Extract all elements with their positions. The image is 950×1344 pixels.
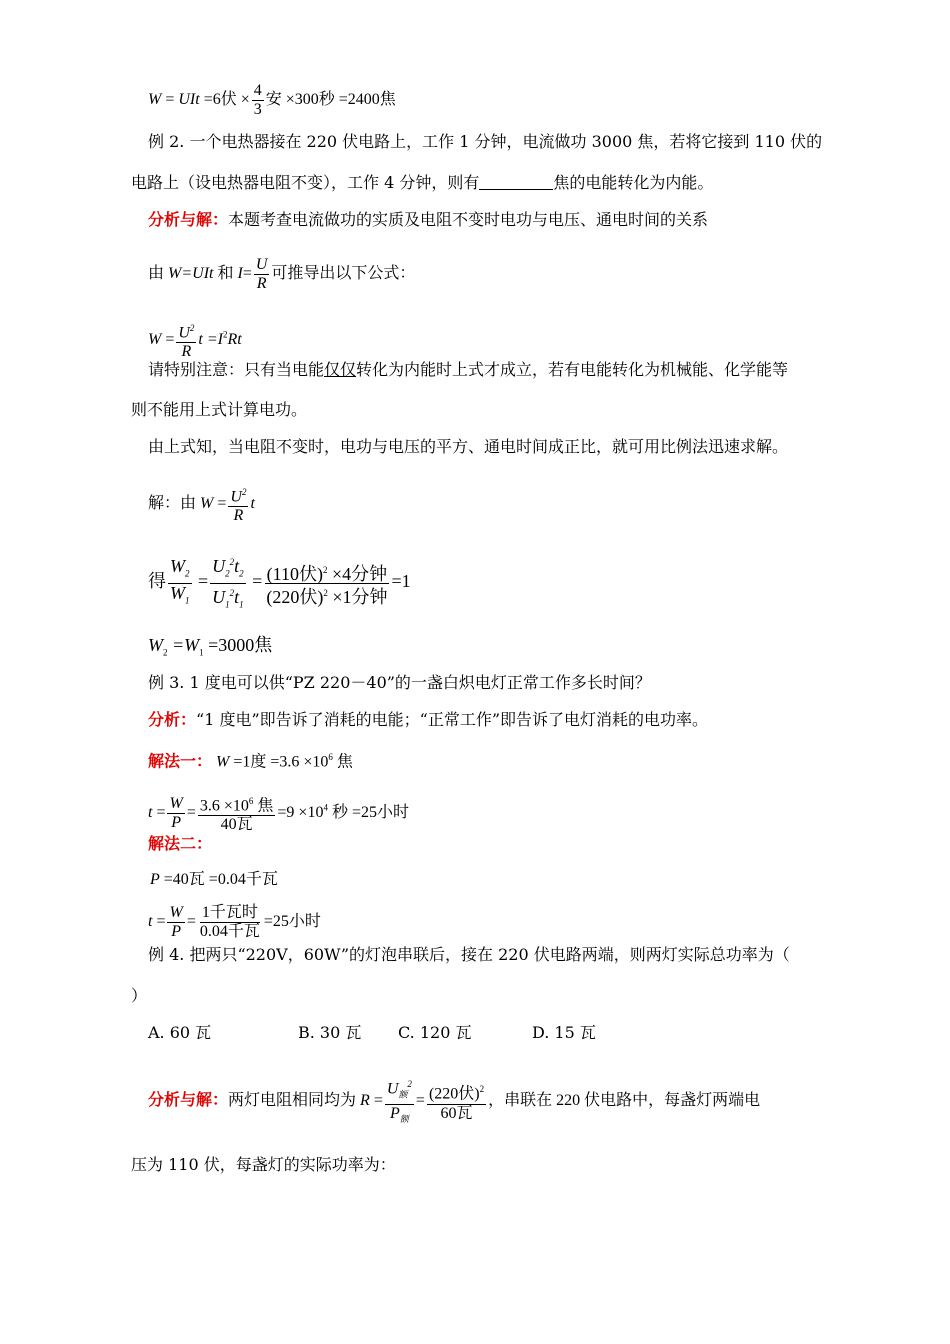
var-t: t — [148, 913, 153, 931]
fraction-numerator: 1千瓦时 — [201, 904, 258, 921]
text: 请特别注意：只有当电能 — [148, 360, 325, 379]
option-c: C. 120 瓦 — [398, 1023, 472, 1042]
text: 得 — [148, 571, 166, 592]
text: 焦 — [253, 797, 274, 815]
fraction-u2-p — [385, 1075, 414, 1128]
subscript: 1 — [225, 599, 230, 610]
fraction-w-p — [167, 795, 184, 832]
var-t: t — [234, 586, 240, 607]
fraction-w-p — [167, 904, 184, 941]
fraction-denominator: 0.04千瓦 — [199, 923, 260, 940]
method1-label: 解法一： — [148, 753, 213, 771]
var-t: t — [148, 803, 153, 821]
fraction-u-r — [254, 256, 270, 293]
superscript: 2 — [479, 1084, 485, 1095]
eq: = — [186, 913, 196, 931]
var-w: =W — [172, 635, 200, 655]
text: 和 — [213, 265, 238, 283]
var-w: W — [148, 91, 162, 109]
var-t: t — [250, 494, 255, 512]
var-w: W — [148, 635, 163, 655]
fraction-denominator: P — [171, 813, 182, 831]
var-p: P — [150, 871, 160, 888]
subscript: 1 — [199, 647, 204, 658]
fraction-numerator — [198, 792, 276, 816]
text: =9 ×10 — [277, 803, 324, 821]
fraction-denominator: R — [256, 275, 267, 292]
subscript: 2 — [185, 568, 190, 579]
subscript: 1 — [239, 599, 244, 610]
subscript: 额 — [398, 1089, 408, 1100]
note-line1 — [148, 359, 788, 381]
fraction-denominator — [168, 584, 192, 610]
superscript: 4 — [323, 802, 328, 813]
text: ×1分钟 — [327, 586, 388, 607]
fraction-numerator — [176, 319, 196, 343]
w2-result-line — [148, 634, 272, 664]
text: 解：由 — [148, 494, 197, 512]
text: 两灯电阻相同均为 — [228, 1092, 357, 1110]
example4-line1: 例 4. 把两只“220V，60W”的灯泡串联后，接在 220 伏电路两端，则两灯实际总功率为（ — [148, 945, 790, 964]
fraction-220-60 — [427, 1080, 486, 1122]
eq: = — [217, 494, 227, 512]
fraction-numerator: W — [169, 794, 183, 812]
var-w: W — [170, 582, 185, 603]
fraction-denominator: R — [181, 343, 192, 361]
fraction-numerator: W — [169, 904, 183, 921]
var-u: U — [212, 556, 226, 576]
text: (110伏) — [266, 563, 323, 584]
example2-line1: 例 2. 一个电热器接在 220 伏电路上，工作 1 分钟，电流做功 3000 焦，若将它接到 110 伏的 — [148, 132, 823, 151]
example2-analysis — [148, 209, 708, 231]
text: =3000焦 — [208, 635, 273, 655]
subscript: 2 — [225, 568, 230, 579]
formula-work-line — [148, 82, 396, 119]
text: =1度 =3.6 ×10 — [233, 753, 329, 771]
var-p: P — [389, 1104, 400, 1122]
text: 3.6 ×10 — [199, 797, 249, 815]
underlined-text: 仅仅 — [324, 360, 357, 379]
fraction-4-3 — [252, 82, 264, 119]
superscript: 2 — [241, 487, 247, 497]
text: 秒 =25小时 — [327, 803, 409, 821]
formula-part: =6伏 × — [203, 91, 250, 109]
var-w: W — [168, 265, 182, 283]
subscript: 1 — [185, 595, 190, 606]
var-u: U — [230, 488, 242, 506]
eq: = — [156, 913, 166, 931]
formula-uit: =UIt — [181, 265, 214, 283]
var-w: W — [170, 556, 185, 576]
option-a: A. 60 瓦 — [148, 1023, 212, 1042]
analysis-label: 分析： — [148, 710, 197, 729]
ratio-line — [148, 553, 411, 613]
fraction-numerator: 4 — [253, 82, 262, 99]
proportion-line: 由上式知，当电阻不变时，电功与电压的平方、通电时间成正比，就可用比例法迅速求解。 — [148, 437, 789, 456]
text: 电路上（设电热器电阻不变），工作 4 分钟，则有 — [131, 173, 480, 192]
fraction-denominator: 60瓦 — [440, 1104, 473, 1122]
subscript: 额 — [399, 1113, 409, 1124]
eq: = — [252, 571, 263, 592]
derive-line — [148, 256, 415, 293]
superscript: 2 — [322, 564, 328, 575]
superscript: 6 — [328, 752, 333, 762]
fraction-u2-r — [228, 483, 248, 525]
eq: = — [156, 803, 166, 821]
example3-line1: 例 3. 1 度电可以供“PZ 220－40”的一盏白炽电灯正常工作多长时间？ — [148, 673, 651, 692]
fraction-numerator — [228, 483, 248, 507]
method1-line — [148, 746, 353, 773]
example4-analysis — [148, 1075, 760, 1128]
fraction-kwh-kw — [198, 904, 262, 941]
superscript: 2 — [189, 323, 195, 333]
fraction-energy-power — [198, 792, 276, 834]
var-uit: UIt — [178, 91, 200, 109]
text: =25小时 — [263, 913, 321, 931]
fraction-u2t2-u1t1 — [210, 553, 246, 613]
text: (220伏) — [266, 586, 324, 607]
example2-line2 — [131, 172, 713, 194]
fraction-numerator — [427, 1080, 486, 1104]
superscript: 2 — [223, 329, 228, 340]
analysis-label: 分析与解： — [148, 1092, 229, 1110]
fraction-voltage-ratio — [264, 561, 389, 606]
var-r: R — [360, 1092, 370, 1110]
text: 可推导出以下公式： — [271, 265, 416, 283]
eq: = — [415, 1092, 425, 1110]
fraction-denominator — [210, 584, 246, 614]
method2-label — [148, 833, 212, 855]
method2-formula — [148, 904, 321, 941]
eq: = — [165, 330, 175, 348]
result: =1 — [391, 571, 411, 592]
solve-line — [148, 483, 255, 525]
superscript: 2 — [323, 587, 328, 598]
analysis-label: 分析与解： — [148, 210, 229, 229]
superscript: 2 — [229, 587, 235, 598]
var-w: W — [200, 494, 214, 512]
text: 由 — [148, 265, 165, 283]
var-i: I — [237, 265, 243, 283]
example3-analysis — [148, 709, 708, 731]
analysis-text: “1 度电”即告诉了消耗的电能；“正常工作”即告诉了电灯消耗的电功率。 — [196, 710, 709, 729]
fraction-numerator — [210, 553, 246, 584]
fraction-u2-r — [176, 319, 196, 361]
fraction-denominator — [264, 584, 389, 606]
formula-w-u2rt — [148, 319, 242, 361]
text: ×4分钟 — [327, 563, 388, 584]
text: (220伏) — [428, 1085, 480, 1103]
superscript: 2 — [407, 1079, 412, 1089]
eq: = — [198, 571, 209, 592]
formula-rest: 安 ×300秒 =2400焦 — [265, 91, 396, 109]
eq: = — [242, 265, 252, 283]
var-w: W — [216, 753, 230, 771]
text: 焦的电能转化为内能。 — [553, 173, 714, 192]
method1-formula — [148, 792, 409, 834]
analysis-text: 本题考查电流做功的实质及电阻不变时电功与电压、通电时间的关系 — [228, 210, 709, 229]
note-line2: 则不能用上式计算电功。 — [131, 400, 308, 419]
answer-blank — [479, 173, 553, 190]
fraction-denominator — [388, 1105, 411, 1128]
var-t: t — [234, 556, 240, 576]
text: =40瓦 =0.04千瓦 — [163, 871, 278, 888]
fraction-numerator — [385, 1075, 414, 1105]
formula-part: Rt — [227, 330, 242, 348]
superscript: 2 — [229, 557, 235, 567]
text: 转化为内能时上式才成立，若有电能转化为机械能、化学能等 — [356, 360, 789, 379]
example4-line2: ） — [131, 986, 148, 1005]
fraction-denominator: R — [233, 507, 244, 525]
var-u: U — [386, 1080, 399, 1098]
option-d: D. 15 瓦 — [532, 1023, 596, 1042]
eq: = — [186, 803, 196, 821]
fraction-numerator: U — [255, 256, 268, 273]
fraction-denominator: 40瓦 — [220, 816, 253, 834]
formula-part: t =I — [198, 330, 223, 348]
var-u: U — [178, 324, 190, 342]
option-b: B. 30 瓦 — [298, 1023, 362, 1042]
superscript: 6 — [248, 796, 254, 806]
fraction-w2-w1 — [168, 557, 192, 609]
text: ，串联在 220 伏电路中，每盏灯两端电 — [488, 1092, 761, 1110]
eq: = — [373, 1092, 383, 1110]
example4-last-line: 压为 110 伏，每盏灯的实际功率为： — [131, 1155, 396, 1174]
var-w: W — [148, 330, 162, 348]
method2-label-text: 解法二： — [148, 834, 213, 853]
fraction-numerator — [168, 557, 192, 584]
eq: = — [165, 91, 175, 109]
fraction-denominator: 3 — [253, 101, 262, 118]
text: 焦 — [336, 753, 353, 771]
subscript: 2 — [163, 647, 168, 658]
method2-power-line — [150, 869, 278, 891]
fraction-denominator: P — [171, 923, 182, 940]
var-u: U — [212, 586, 226, 607]
subscript: 2 — [239, 568, 244, 579]
fraction-numerator — [265, 561, 389, 584]
